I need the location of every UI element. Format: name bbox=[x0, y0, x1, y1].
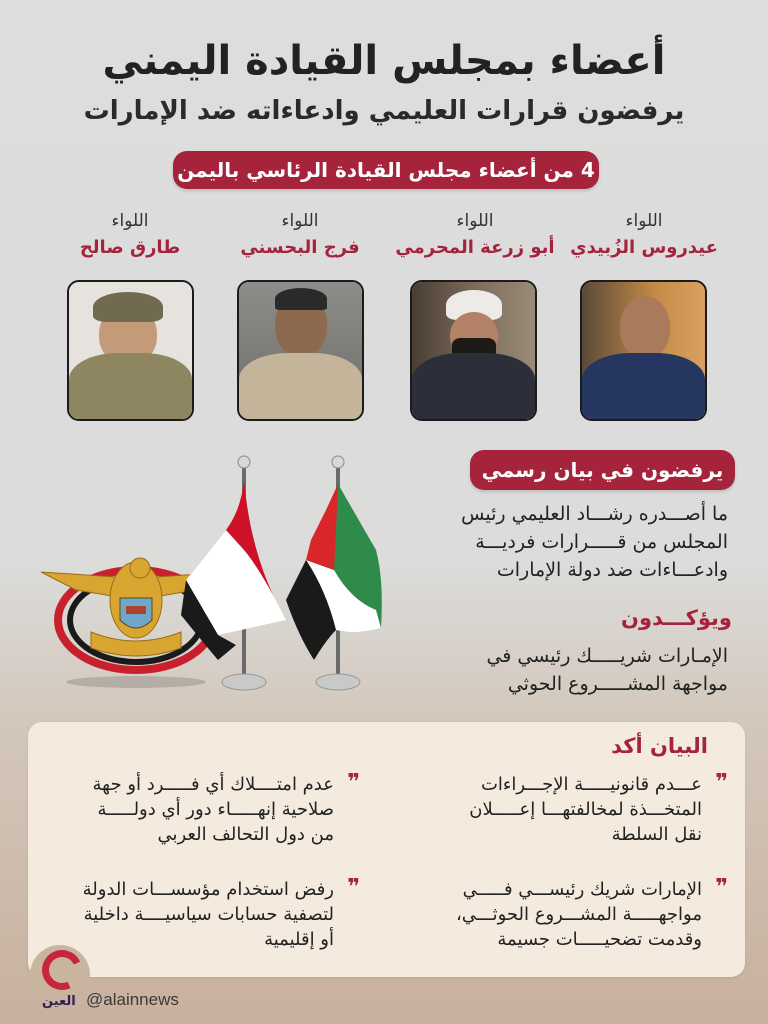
quote-icon: ❞ bbox=[347, 770, 360, 795]
confirmed-bullet bbox=[60, 772, 360, 847]
quote-icon: ❞ bbox=[347, 875, 360, 900]
text-line: لتصفية حسابات سياسيــــة داخلية bbox=[83, 904, 334, 925]
member-name: طارق صالح bbox=[79, 237, 181, 258]
confirmed-heading: البيان أكد bbox=[611, 734, 708, 758]
member-photo bbox=[580, 280, 707, 421]
member-label bbox=[395, 208, 555, 262]
text-line: مواجهة المشـــــروع الحوثي bbox=[507, 673, 728, 695]
page-title: أعضاء بمجلس القيادة اليمني bbox=[102, 38, 666, 84]
affirms-paragraph bbox=[398, 642, 728, 698]
text-line: نقل السلطة bbox=[611, 824, 702, 845]
member-label bbox=[220, 208, 380, 262]
text-line: أو إقليمية bbox=[264, 929, 334, 950]
rejects-paragraph bbox=[398, 500, 728, 584]
flags-illustration bbox=[36, 450, 396, 710]
text-line: رفض استخدام مؤسســـات الدولة bbox=[82, 879, 334, 900]
page-subtitle: يرفضون قرارات العليمي وادعاءاته ضد الإمارات bbox=[83, 96, 685, 126]
text-line: عدم امتــــلاك أي فـــــرد أو جهة bbox=[92, 774, 334, 795]
members-banner: 4 من أعضاء مجلس القيادة الرئاسي باليمن bbox=[173, 151, 599, 189]
member-label bbox=[564, 208, 724, 262]
text-line: المجلس من قـــــرارات فرديـــة bbox=[475, 531, 728, 553]
logo-text: العين bbox=[42, 994, 76, 1009]
member-rank: اللواء bbox=[111, 211, 149, 231]
text-line: المتخـــذة لمخالفتهـــا إعـــــلان bbox=[469, 799, 702, 820]
confirmed-bullet bbox=[408, 877, 728, 952]
text-line: الإمـارات شريـــــك رئيسي في bbox=[486, 645, 728, 667]
text-line: وادعـــاءات ضد دولة الإمارات bbox=[496, 559, 728, 581]
quote-icon: ❞ bbox=[715, 875, 728, 900]
confirmed-bullet bbox=[60, 877, 360, 952]
member-name: فرج البحسني bbox=[240, 237, 360, 258]
text-line: مواجهـــــة المشـــروع الحوثـــي، bbox=[455, 904, 702, 925]
member-rank: اللواء bbox=[456, 211, 494, 231]
member-photo bbox=[237, 280, 364, 421]
text-line: ما أصـــدره رشـــاد العليمي رئيس bbox=[461, 503, 728, 525]
text-line: صلاحية إنهـــــاء دور أي دولـــــة bbox=[97, 799, 334, 820]
member-label bbox=[50, 208, 210, 262]
member-name: عيدروس الزُبيدي bbox=[570, 237, 718, 258]
affirm-heading: ويؤكـــدون bbox=[621, 606, 732, 630]
text-line: الإمارات شريك رئيســـي فـــــي bbox=[462, 879, 702, 900]
text-line: وقدمت تضحيـــــات جسيمة bbox=[497, 929, 702, 950]
member-photo bbox=[67, 280, 194, 421]
confirmed-bullet bbox=[408, 772, 728, 847]
member-name: أبو زرعة المحرمي bbox=[395, 237, 555, 258]
text-line: عـــدم قانونيـــــة الإجـــراءات bbox=[480, 774, 702, 795]
member-rank: اللواء bbox=[625, 211, 663, 231]
member-photo bbox=[410, 280, 537, 421]
yemen-emblem-and-flags-icon bbox=[36, 450, 396, 710]
social-handle: @alainnews bbox=[86, 990, 179, 1009]
statement-banner: يرفضون في بيان رسمي bbox=[470, 450, 735, 490]
text-line: من دول التحالف العربي bbox=[157, 824, 334, 845]
quote-icon: ❞ bbox=[715, 770, 728, 795]
member-rank: اللواء bbox=[281, 211, 319, 231]
